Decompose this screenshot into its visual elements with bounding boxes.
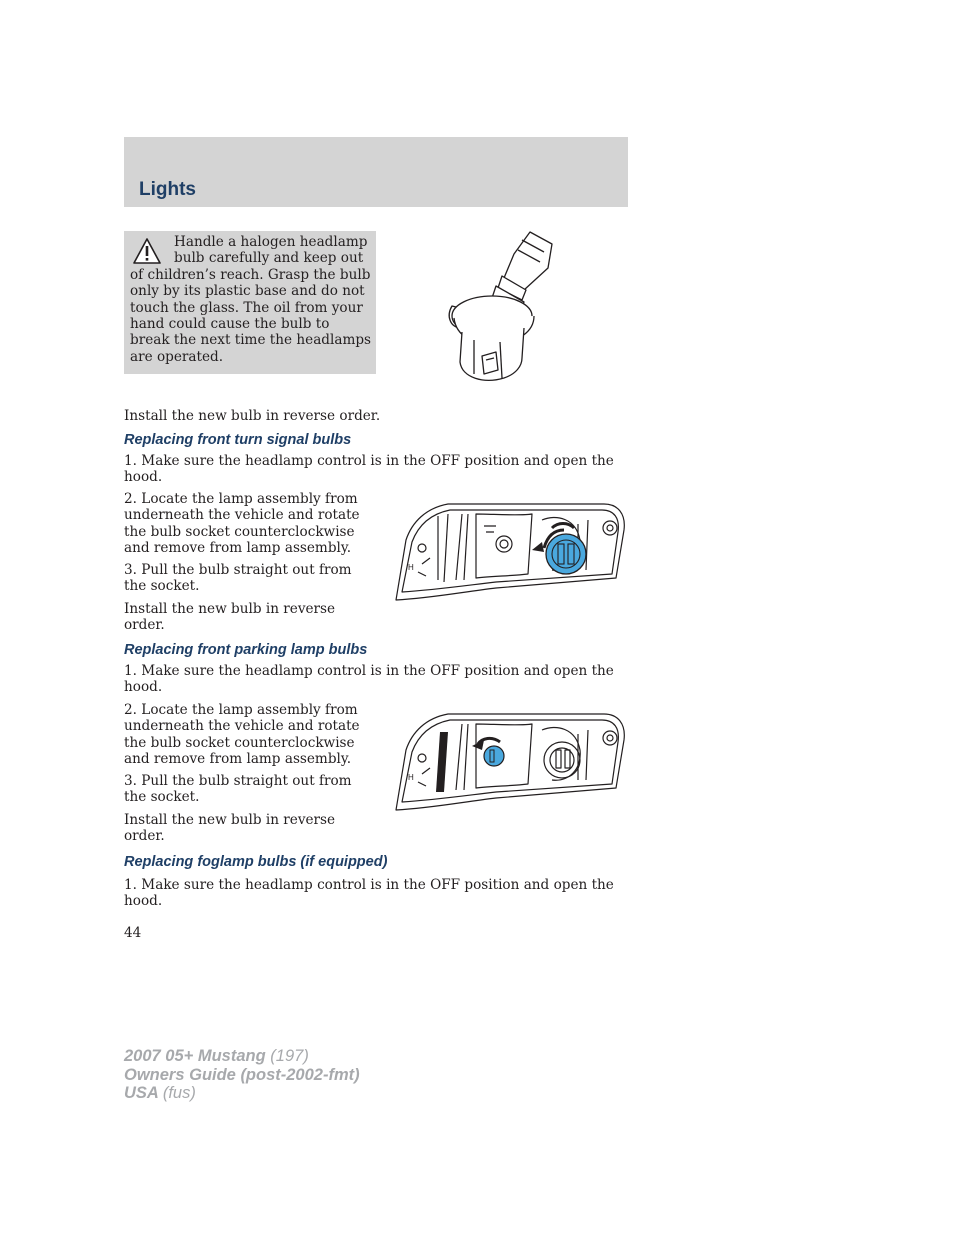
parking-lamp-step-2: 2. Locate the lamp assembly from underneath the vehicle and rotate the bulb socket counterclockwise and remove from lamp assembly.	[124, 702, 360, 768]
section-header-band	[124, 137, 628, 207]
turn-signal-install-text: Install the new bulb in reverse order.	[124, 601, 336, 634]
turn-signal-heading: Replacing front turn signal bulbs	[124, 432, 352, 448]
halogen-bulb-illustration	[444, 228, 562, 390]
counterclockwise-arrow-icon	[472, 740, 484, 750]
warning-text: Handle a halogen headlamp bulb carefully and keep out of children’s reach. Grasp the bulb only by its plastic base and do not touch the glass. The oil from your hand could cause the bulb to break the next time the headlamps are operated.	[130, 234, 372, 365]
parking-lamp-install-text: Install the new bulb in reverse order.	[124, 812, 336, 845]
document-footer	[124, 1047, 360, 1103]
counterclockwise-arrow-icon	[532, 542, 544, 552]
h-mark-label: H	[408, 563, 414, 572]
svg-text:H: H	[408, 773, 414, 782]
footer-line-2: Owners Guide (post-2002-fmt)	[124, 1065, 360, 1084]
parking-lamp-step-3: 3. Pull the bulb straight out from the socket.	[124, 773, 352, 806]
foglamp-step-1: 1. Make sure the headlamp control is in the OFF position and open the hood.	[124, 877, 614, 910]
turn-signal-step-2: 2. Locate the lamp assembly from underneath the vehicle and rotate the bulb socket counterclockwise and remove from lamp assembly.	[124, 491, 360, 557]
install-reverse-text: Install the new bulb in reverse order.	[124, 408, 381, 424]
parking-lamp-step-1: 1. Make sure the headlamp control is in the OFF position and open the hood.	[124, 663, 614, 696]
page-number: 44	[124, 925, 142, 941]
footer-line-1: 2007 05+ Mustang (197)	[124, 1047, 309, 1065]
section-title: Lights	[139, 179, 196, 200]
parking-lamp-heading: Replacing front parking lamp bulbs	[124, 642, 368, 658]
turn-signal-lamp-assembly-diagram	[392, 500, 628, 606]
parking-lamp-assembly-diagram	[392, 710, 628, 816]
warning-box	[124, 231, 376, 374]
turn-signal-step-1: 1. Make sure the headlamp control is in the OFF position and open the hood.	[124, 453, 614, 486]
turn-signal-step-3: 3. Pull the bulb straight out from the socket.	[124, 562, 352, 595]
foglamp-heading: Replacing foglamp bulbs (if equipped)	[124, 854, 388, 870]
footer-line-3: USA (fus)	[124, 1084, 196, 1102]
